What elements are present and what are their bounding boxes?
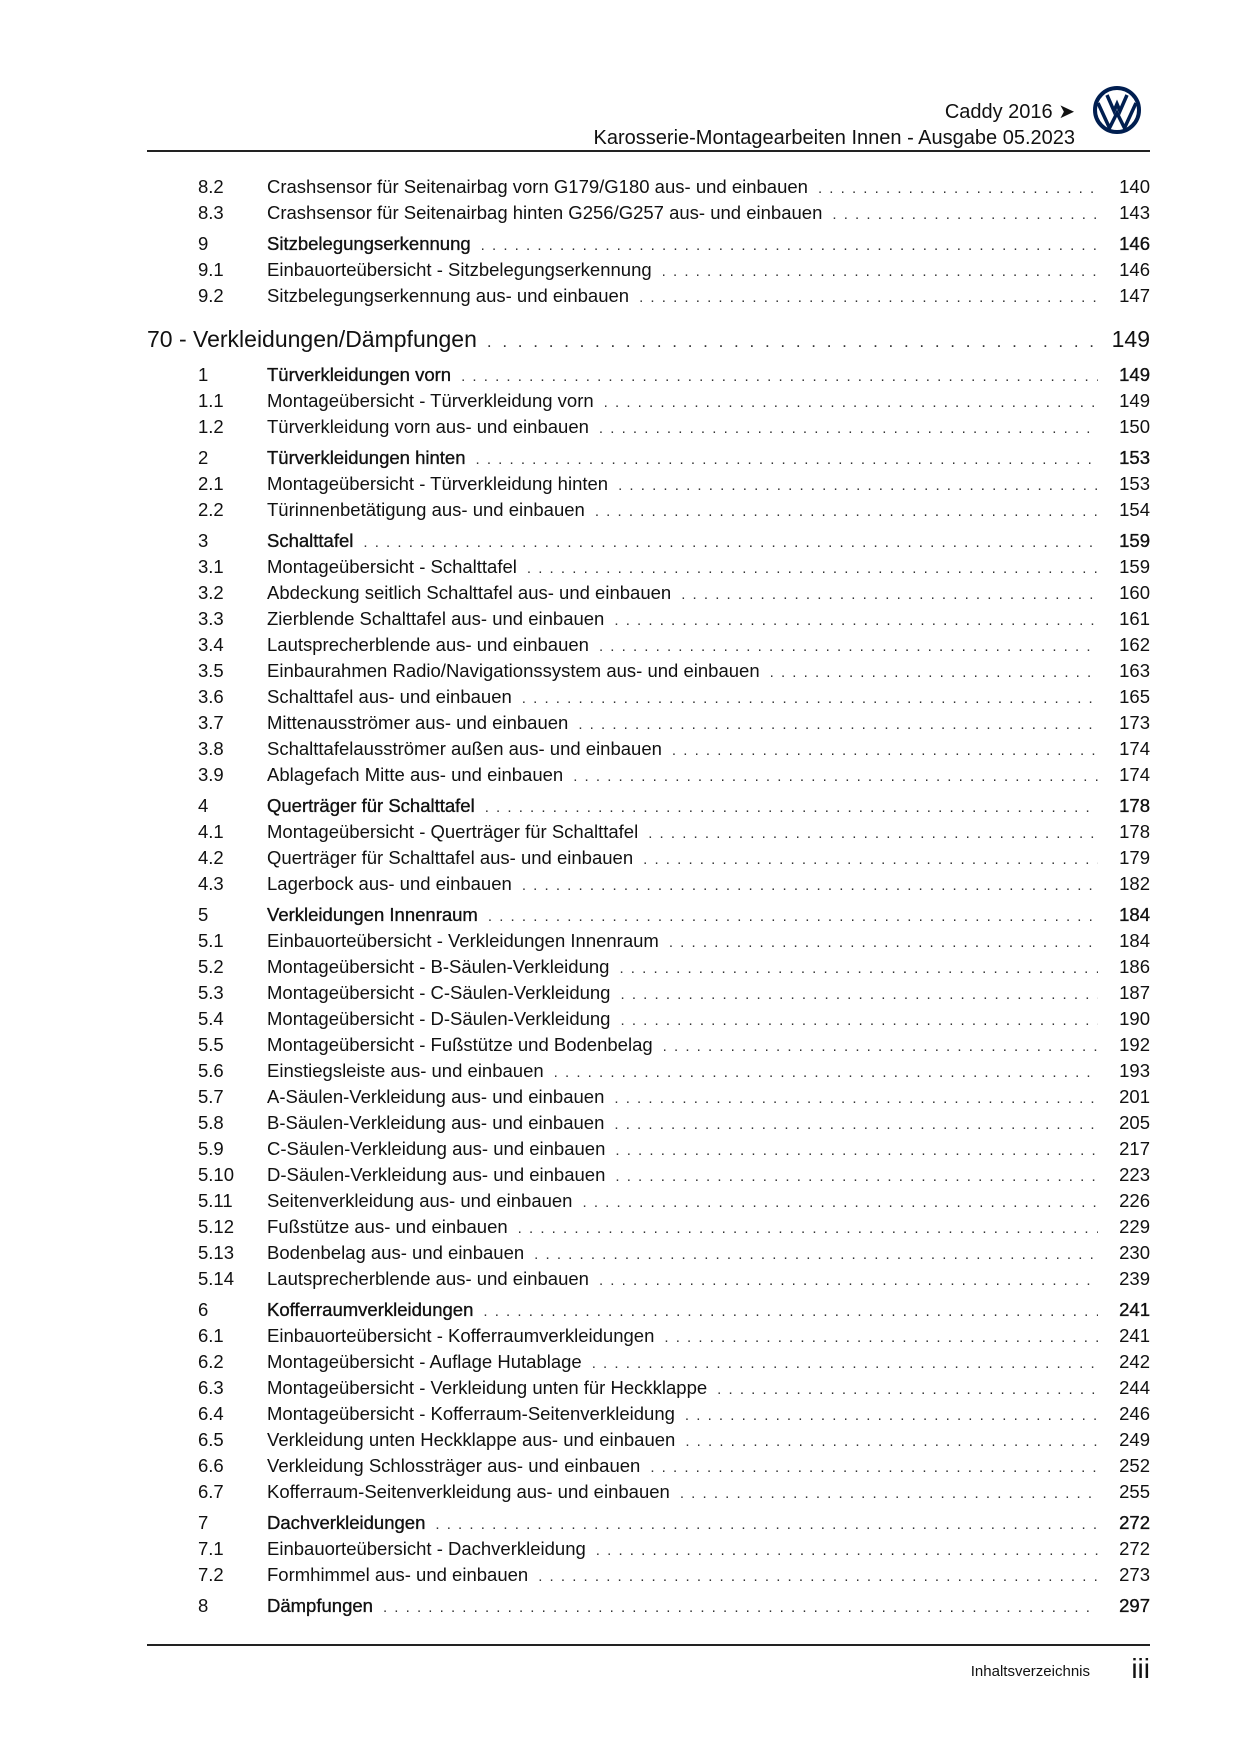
toc-entry[interactable] [147,871,1150,897]
dot-leader [483,1299,1098,1325]
entry-number: 5.4 [198,1008,224,1029]
entry-title: Querträger für Schalttafel [267,795,475,816]
entry-title: Dämpfungen [267,1595,373,1616]
toc-entry[interactable] [147,954,1150,980]
toc-section-entry[interactable] [147,1297,1150,1323]
entry-page: 178 [1119,795,1150,816]
dot-leader [832,202,1098,228]
dot-leader [604,390,1098,416]
entry-page: 255 [1119,1481,1150,1502]
dot-leader [650,1455,1098,1481]
entry-number: 5.3 [198,982,224,1003]
dot-leader [663,1034,1098,1060]
toc-entries [147,362,1150,1619]
toc-entry[interactable] [147,658,1150,684]
entry-number: 3.9 [198,764,224,785]
toc-entry[interactable] [147,1058,1150,1084]
entry-title: Türverkleidung vorn aus- und einbauen [267,416,589,437]
toc-entry[interactable] [147,257,1150,283]
toc-entry[interactable] [147,1375,1150,1401]
toc-entry[interactable] [147,200,1150,226]
entry-page: 201 [1119,1086,1150,1107]
entry-title: Schalttafel aus- und einbauen [267,686,512,707]
entry-title: C-Säulen-Verkleidung aus- und einbauen [267,1138,606,1159]
dot-leader [717,1377,1098,1403]
toc-entry[interactable] [147,471,1150,497]
toc-entry[interactable] [147,283,1150,309]
entry-number: 5.1 [198,930,224,951]
dot-leader [618,473,1098,499]
dot-leader [669,930,1098,956]
entry-title: Einbauorteübersicht - Sitzbelegungserkennung [267,259,652,280]
entry-number: 6.4 [198,1403,224,1424]
vw-logo-icon [1092,85,1142,135]
toc-entry[interactable] [147,580,1150,606]
entry-page: 184 [1119,930,1150,951]
toc-entry[interactable] [147,710,1150,736]
entry-title: Crashsensor für Seitenairbag hinten G256/G257 aus- und einbauen [267,202,823,223]
toc-entry[interactable] [147,1214,1150,1240]
entry-number: 6.7 [198,1481,224,1502]
dot-leader [363,530,1098,556]
entry-number: 5.14 [198,1268,235,1289]
entry-title: Türinnenbetätigung aus- und einbauen [267,499,585,520]
entry-number: 3.2 [198,582,224,603]
entry-title: Montageübersicht - D-Säulen-Verkleidung [267,1008,611,1029]
entry-title: D-Säulen-Verkleidung aus- und einbauen [267,1164,606,1185]
dot-leader [481,233,1098,259]
toc-section-entry[interactable] [147,231,1150,257]
entry-page: 146 [1119,233,1150,254]
entry-number: 9 [198,233,209,254]
entry-title: Verkleidung Schlossträger aus- und einbauen [267,1455,641,1476]
footer-page-number: iii [1131,1653,1150,1684]
toc-entry[interactable] [147,980,1150,1006]
entry-title: B-Säulen-Verkleidung aus- und einbauen [267,1112,605,1133]
dot-leader [664,1325,1098,1351]
entry-number: 8.2 [198,176,224,197]
entry-title: Bodenbelag aus- und einbauen [267,1242,525,1263]
entry-title: Montageübersicht - Kofferraum-Seitenverkleidung [267,1403,675,1424]
dot-leader [522,873,1098,899]
chapter-page: 149 [1111,326,1150,352]
dot-leader [685,1403,1098,1429]
entry-page: 193 [1119,1060,1150,1081]
entry-page: 149 [1119,390,1150,411]
entry-page: 217 [1119,1138,1150,1159]
entry-page: 249 [1119,1429,1150,1450]
entry-number: 6.2 [198,1351,224,1372]
entry-page: 159 [1119,556,1150,577]
toc-entry[interactable] [147,1479,1150,1505]
entry-title: Montageübersicht - Querträger für Schalttafel [267,821,639,842]
entry-title: Montageübersicht - Schalttafel [267,556,517,577]
entry-title: Einstiegsleiste aus- und einbauen [267,1060,544,1081]
entry-title: Sitzbelegungserkennung [267,233,471,254]
dot-leader [614,1112,1098,1138]
dot-leader [639,285,1098,311]
entry-number: 3.4 [198,634,224,655]
entry-page: 182 [1119,873,1150,894]
dot-leader [527,556,1098,582]
entry-page: 140 [1119,176,1150,197]
toc-entry[interactable] [147,1136,1150,1162]
toc-section-entry[interactable] [147,1510,1150,1536]
dot-leader [383,1595,1098,1621]
entry-title: Schalttafel [267,530,354,551]
entry-number: 3.3 [198,608,224,629]
entry-title: Montageübersicht - Auflage Hutablage [267,1351,582,1372]
entry-number: 5.10 [198,1164,235,1185]
entry-page: 186 [1119,956,1150,977]
entry-page: 149 [1119,364,1150,385]
entry-number: 4.3 [198,873,224,894]
entry-title: Einbauorteübersicht - Verkleidungen Innenraum [267,930,659,951]
entry-page: 272 [1119,1512,1150,1533]
entry-title: Mittenausströmer aus- und einbauen [267,712,569,733]
toc-entry[interactable] [147,606,1150,632]
toc-entry[interactable] [147,632,1150,658]
dot-leader [476,447,1099,473]
dot-leader [485,795,1098,821]
entry-page: 273 [1119,1564,1150,1585]
entry-title: Einbauorteübersicht - Dachverkleidung [267,1538,586,1559]
dot-leader [614,608,1098,634]
table-of-contents [147,174,1150,1619]
entry-number: 6.1 [198,1325,224,1346]
entry-number: 7.1 [198,1538,224,1559]
dot-leader [643,847,1098,873]
entry-title: Lautsprecherblende aus- und einbauen [267,634,589,655]
entry-number: 3.7 [198,712,224,733]
toc-entry[interactable] [147,1032,1150,1058]
entry-page: 150 [1119,416,1150,437]
toc-section-entry[interactable] [147,528,1150,554]
entry-number: 4.2 [198,847,224,868]
toc-entry[interactable] [147,388,1150,414]
toc-entry[interactable] [147,1188,1150,1214]
toc-entry[interactable] [147,554,1150,580]
dot-leader [619,956,1098,982]
entry-page: 153 [1119,447,1150,468]
dot-leader [648,821,1098,847]
entry-page: 246 [1119,1403,1150,1424]
toc-entry[interactable] [147,1536,1150,1562]
entry-title: Kofferraum-Seitenverkleidung aus- und einbauen [267,1481,670,1502]
entry-page: 242 [1119,1351,1150,1372]
dot-leader [592,1351,1098,1377]
entry-number: 6 [198,1299,209,1320]
entry-title: Montageübersicht - Türverkleidung vorn [267,390,594,411]
dot-leader [573,764,1098,790]
dot-leader [534,1242,1098,1268]
toc-entry[interactable] [147,1110,1150,1136]
toc-entry[interactable] [147,1349,1150,1375]
entry-title: A-Säulen-Verkleidung aus- und einbauen [267,1086,605,1107]
entry-page: 230 [1119,1242,1150,1263]
dot-leader [595,499,1098,525]
entry-page: 159 [1119,530,1150,551]
dot-leader [599,634,1098,660]
dot-leader [615,1138,1098,1164]
dot-leader [681,582,1098,608]
entry-page: 241 [1119,1325,1150,1346]
entry-page: 174 [1119,764,1150,785]
entry-page: 147 [1119,285,1150,306]
dot-leader [615,1164,1098,1190]
entry-page: 163 [1119,660,1150,681]
dot-leader [488,904,1098,930]
entry-title: Verkleidungen Innenraum [267,904,478,925]
entry-page: 178 [1119,821,1150,842]
entry-title: Türverkleidungen hinten [267,447,466,468]
dot-leader [770,660,1098,686]
entry-number: 6.6 [198,1455,224,1476]
entry-number: 7 [198,1512,209,1533]
entry-title: Seitenverkleidung aus- und einbauen [267,1190,573,1211]
toc-pre-entries [147,174,1150,309]
entry-title: Sitzbelegungserkennung aus- und einbauen [267,285,630,306]
entry-page: 297 [1119,1595,1150,1616]
dot-leader [620,982,1098,1008]
entry-page: 226 [1119,1190,1150,1211]
entry-page: 192 [1119,1034,1150,1055]
entry-number: 3.8 [198,738,224,759]
toc-entry[interactable] [147,1323,1150,1349]
footer-label: Inhaltsverzeichnis [970,1663,1090,1680]
entry-title: Lagerbock aus- und einbauen [267,873,512,894]
toc-section-entry[interactable] [147,902,1150,928]
toc-entry[interactable] [147,414,1150,440]
entry-number: 3.1 [198,556,224,577]
entry-title: Abdeckung seitlich Schalttafel aus- und einbauen [267,582,672,603]
entry-page: 146 [1119,259,1150,280]
toc-entry[interactable] [147,1240,1150,1266]
toc-entry[interactable] [147,845,1150,871]
entry-title: Einbauorteübersicht - Kofferraumverkleidungen [267,1325,655,1346]
entry-title: Formhimmel aus- und einbauen [267,1564,529,1585]
dot-leader [599,416,1098,442]
dot-leader [680,1481,1098,1507]
dot-leader [461,364,1098,390]
entry-number: 5.6 [198,1060,224,1081]
entry-number: 4.1 [198,821,224,842]
entry-page: 252 [1119,1455,1150,1476]
entry-number: 1.2 [198,416,224,437]
entry-number: 1.1 [198,390,224,411]
chapter-title: 70 - Verkleidungen/Dämpfungen [147,326,477,352]
toc-entry[interactable] [147,1266,1150,1292]
entry-page: 241 [1119,1299,1150,1320]
dot-leader [599,1268,1098,1294]
dot-leader [685,1429,1098,1455]
entry-page: 229 [1119,1216,1150,1237]
entry-title: Verkleidung unten Heckklappe aus- und einbauen [267,1429,676,1450]
toc-entry[interactable] [147,174,1150,200]
entry-title: Lautsprecherblende aus- und einbauen [267,1268,589,1289]
entry-title: Ablagefach Mitte aus- und einbauen [267,764,564,785]
dot-leader [578,712,1098,738]
toc-section-entry[interactable] [147,362,1150,388]
entry-page: 190 [1119,1008,1150,1029]
toc-entry[interactable] [147,1006,1150,1032]
entry-title: Crashsensor für Seitenairbag vorn G179/G180 aus- und einbauen [267,176,808,197]
toc-entry[interactable] [147,928,1150,954]
entry-number: 3.6 [198,686,224,707]
entry-number: 9.1 [198,259,224,280]
entry-number: 6.5 [198,1429,224,1450]
entry-number: 5.12 [198,1216,235,1237]
toc-entry[interactable] [147,1401,1150,1427]
toc-entry[interactable] [147,1427,1150,1453]
entry-number: 8.3 [198,202,224,223]
entry-title: Montageübersicht - Fußstütze und Bodenbelag [267,1034,653,1055]
entry-title: Fußstütze aus- und einbauen [267,1216,508,1237]
entry-number: 5.7 [198,1086,224,1107]
entry-page: 187 [1119,982,1150,1003]
entry-page: 179 [1119,847,1150,868]
toc-entry[interactable] [147,762,1150,788]
entry-number: 8 [198,1595,209,1616]
toc-entry[interactable] [147,497,1150,523]
entry-title: Kofferraumverkleidungen [267,1299,474,1320]
toc-entry[interactable] [147,1562,1150,1588]
entry-number: 5.9 [198,1138,224,1159]
entry-number: 5.2 [198,956,224,977]
entry-page: 161 [1119,608,1150,629]
entry-title: Montageübersicht - Türverkleidung hinten [267,473,609,494]
entry-page: 153 [1119,473,1150,494]
header-divider [147,150,1150,152]
entry-page: 205 [1119,1112,1150,1133]
toc-entry[interactable] [147,1162,1150,1188]
entry-page: 223 [1119,1164,1150,1185]
entry-title: Zierblende Schalttafel aus- und einbauen [267,608,605,629]
entry-number: 1 [198,364,209,385]
entry-number: 5.13 [198,1242,235,1263]
dot-leader [620,1008,1098,1034]
toc-entry[interactable] [147,819,1150,845]
entry-number: 2.2 [198,499,224,520]
dot-leader [554,1060,1098,1086]
entry-number: 5 [198,904,209,925]
entry-page: 143 [1119,202,1150,223]
toc-section-entry[interactable] [147,793,1150,819]
toc-entry[interactable] [147,684,1150,710]
entry-number: 3 [198,530,209,551]
entry-page: 160 [1119,582,1150,603]
entry-page: 173 [1119,712,1150,733]
entry-number: 9.2 [198,285,224,306]
entry-title: Dachverkleidungen [267,1512,426,1533]
entry-number: 5.8 [198,1112,224,1133]
entry-page: 244 [1119,1377,1150,1398]
dot-leader [596,1538,1098,1564]
entry-title: Einbaurahmen Radio/Navigationssystem aus- und einbauen [267,660,760,681]
entry-title: Schalttafelausströmer außen aus- und einbauen [267,738,662,759]
dot-leader [662,259,1098,285]
entry-page: 154 [1119,499,1150,520]
entry-page: 165 [1119,686,1150,707]
toc-chapter-heading[interactable] [147,322,1150,356]
dot-leader [672,738,1098,764]
dot-leader [614,1086,1098,1112]
entry-number: 5.5 [198,1034,224,1055]
dot-leader [487,325,1098,359]
entry-page: 162 [1119,634,1150,655]
entry-number: 4 [198,795,209,816]
entry-page: 239 [1119,1268,1150,1289]
entry-page: 174 [1119,738,1150,759]
entry-number: 3.5 [198,660,224,681]
entry-title: Querträger für Schalttafel aus- und einbauen [267,847,634,868]
document-subtitle: Karosserie-Montagearbeiten Innen - Ausgabe 05.2023 [593,127,1075,149]
dot-leader [518,1216,1098,1242]
toc-entry[interactable] [147,1453,1150,1479]
toc-section-entry[interactable] [147,1593,1150,1619]
entry-number: 2 [198,447,209,468]
document-title: Caddy 2016 ➤ [944,101,1075,123]
toc-entry[interactable] [147,1084,1150,1110]
toc-section-entry[interactable] [147,445,1150,471]
dot-leader [522,686,1098,712]
entry-page: 272 [1119,1538,1150,1559]
entry-number: 5.11 [198,1190,233,1211]
entry-number: 7.2 [198,1564,224,1585]
footer-divider [147,1644,1150,1646]
entry-number: 2.1 [198,473,224,494]
dot-leader [538,1564,1098,1590]
dot-leader [818,176,1098,202]
entry-number: 6.3 [198,1377,224,1398]
entry-title: Montageübersicht - C-Säulen-Verkleidung [267,982,611,1003]
entry-title: Montageübersicht - Verkleidung unten für Heckklappe [267,1377,708,1398]
dot-leader [435,1512,1098,1538]
toc-entry[interactable] [147,736,1150,762]
entry-title: Türverkleidungen vorn [267,364,452,385]
dot-leader [582,1190,1098,1216]
entry-title: Montageübersicht - B-Säulen-Verkleidung [267,956,610,977]
entry-page: 184 [1119,904,1150,925]
